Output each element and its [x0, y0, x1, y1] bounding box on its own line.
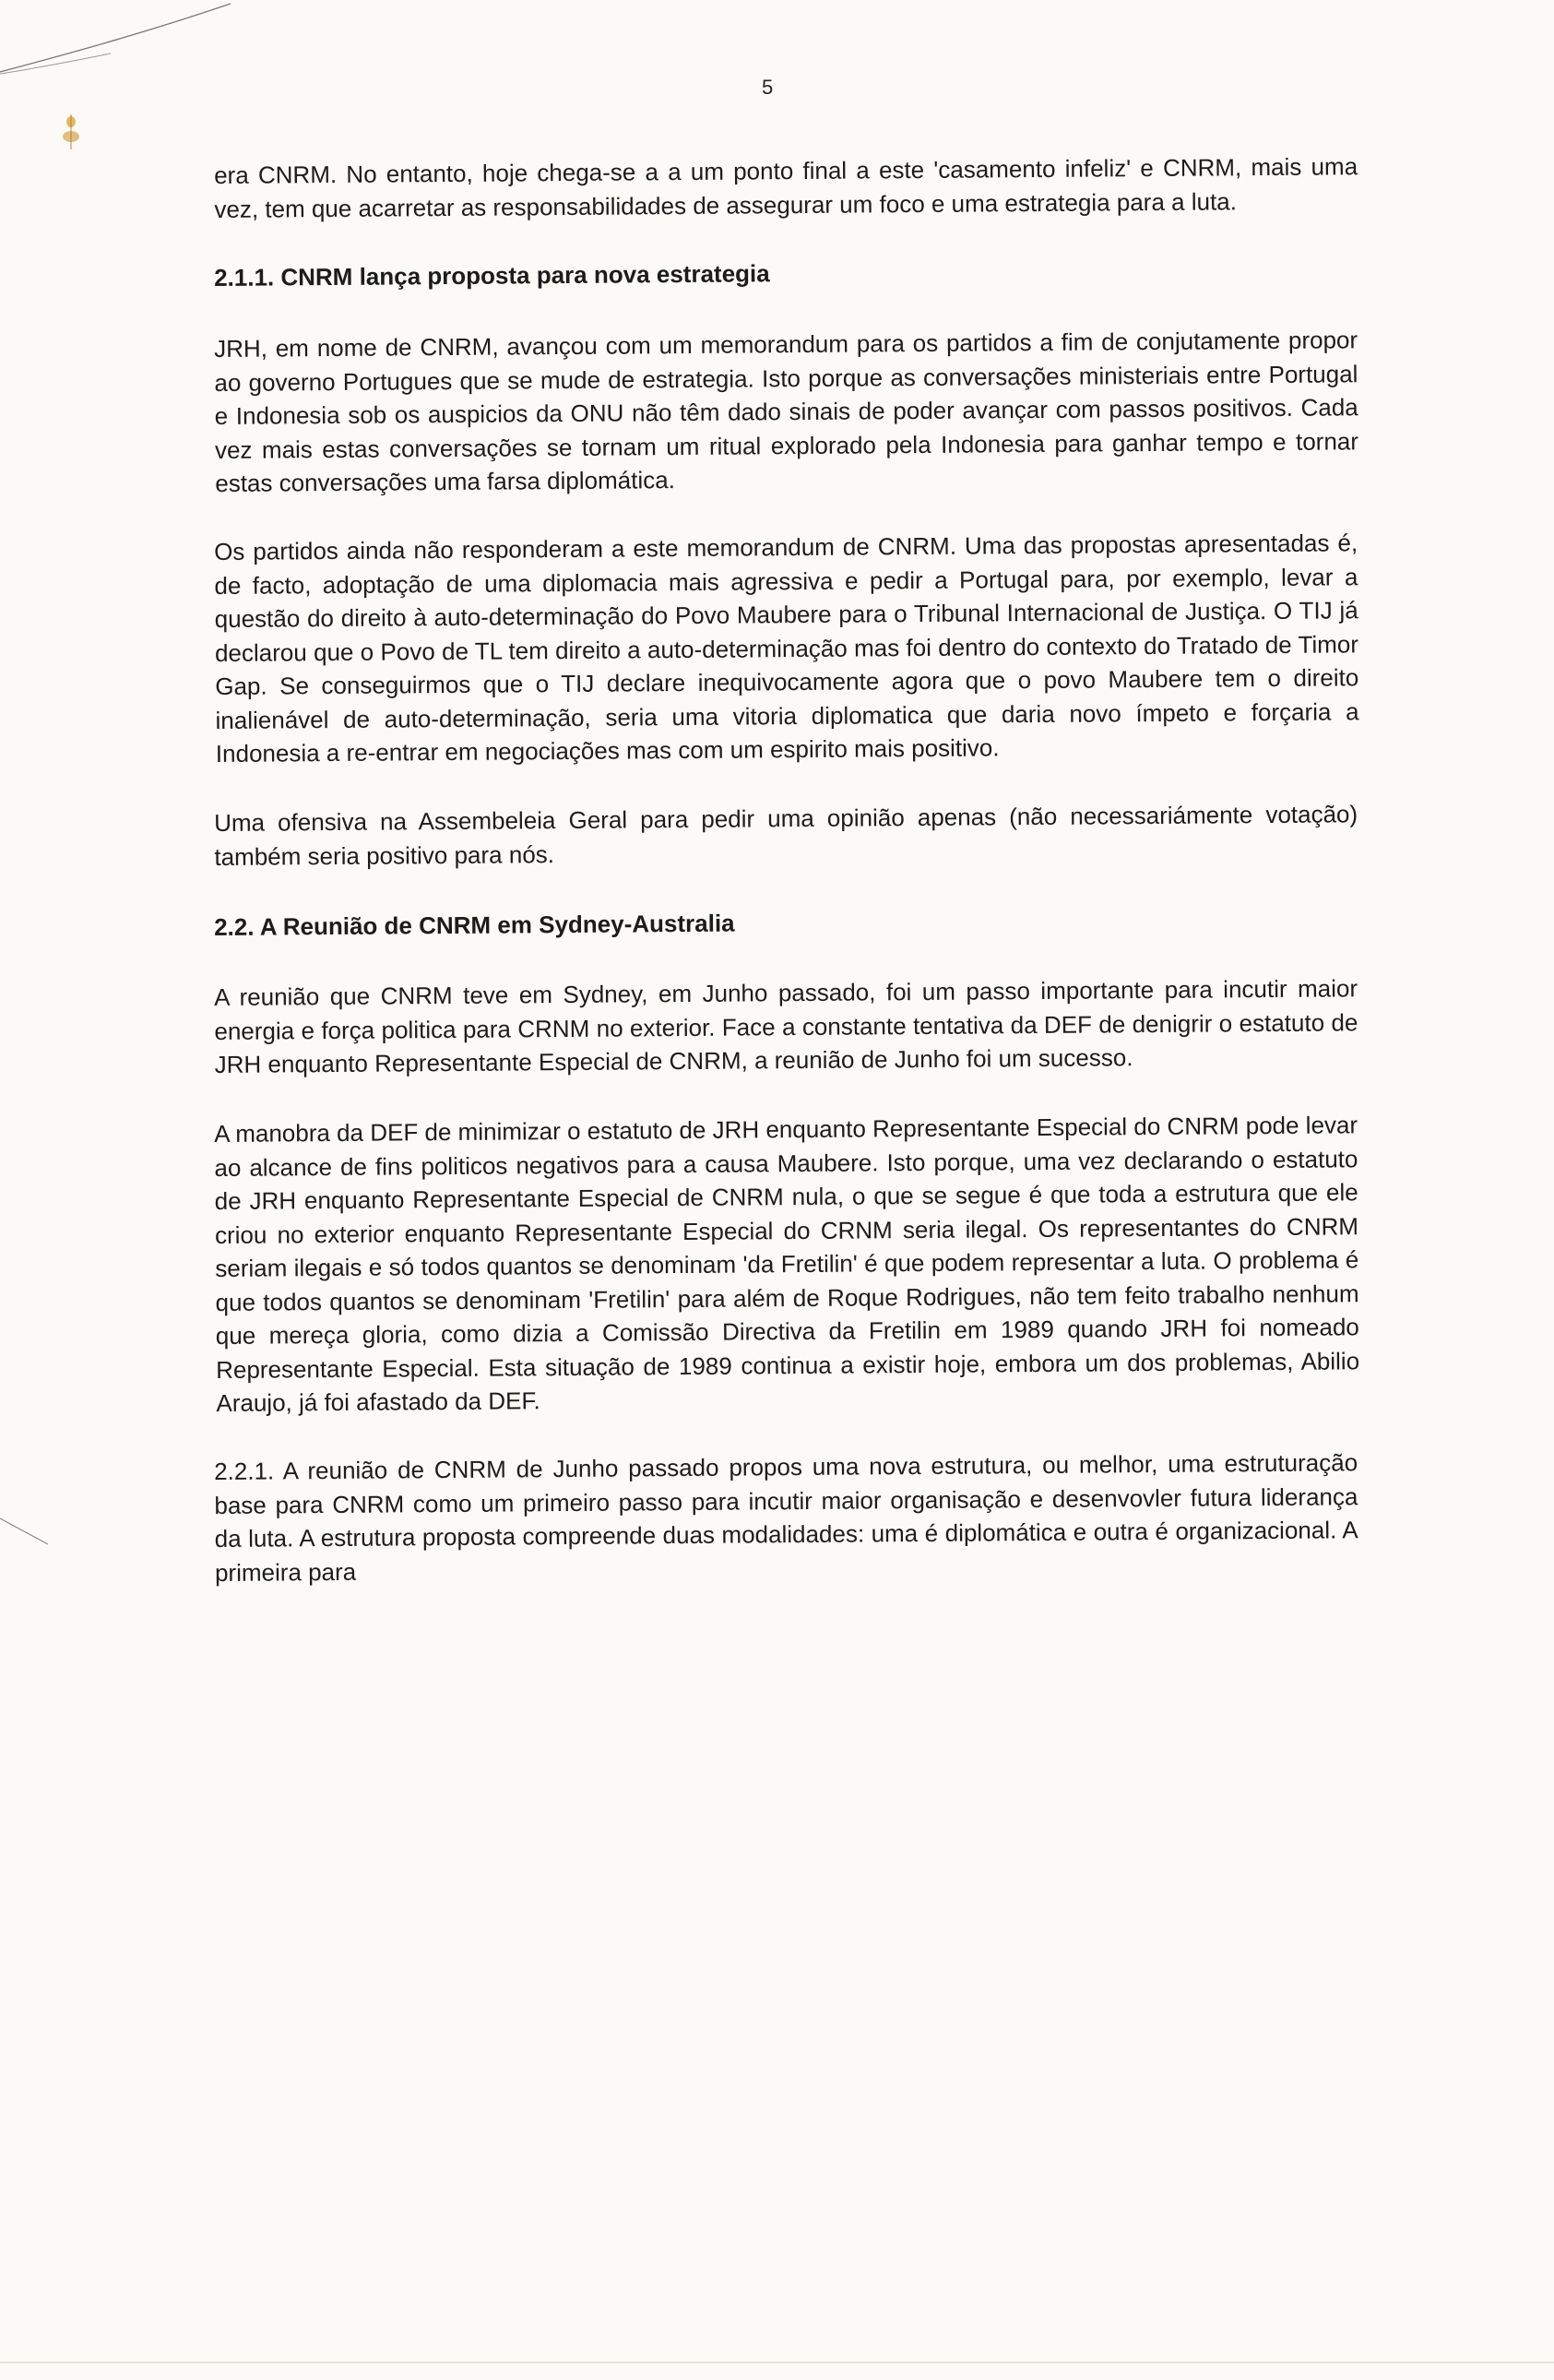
paragraph: era CNRM. No entanto, hoje chega-se a a um ponto final a este 'casamento infeliz' e CNRM, mais uma vez, tem que acarretar as responsabilidades de assegurar um foco e uma estrategia para a luta.: [214, 152, 1358, 223]
staple-mark-icon: [57, 109, 85, 155]
paragraph: 2.2.1. A reunião de CNRM de Junho passado propos uma nova estrutura, ou melhor, uma estruturação base para CNRM como um primeiro passo para incutir maior organisação e desenvovler futura liderança da luta. A estrutura proposta compreende duas modalidades: uma é diplomática e outra é organizacional. A primeira para: [214, 1448, 1358, 1587]
document-body: [214, 152, 1360, 1624]
scan-bottom-edge: [0, 2362, 1554, 2363]
paragraph: JRH, em nome de CNRM, avançou com um memorandum para os partidos a fim de conjutamente propor ao governo Portugues que se mude de estrategia. Isto porque as conversações ministeriais entre Portugal e Indonesia sob os auspicios da ONU não têm dado sinais de poder avançar com passos positivos. Cada vez mais estas conversações se tornam um ritual explorado pela Indonesia para ganhar tempo e tornar estas conversações uma farsa diplomática.: [214, 325, 1359, 497]
paragraph: Uma ofensiva na Assembeleia Geral para pedir uma opinião apenas (não necessariámente votação) também seria positivo para nós.: [214, 799, 1358, 870]
section-heading: 2.1.1. CNRM lança proposta para nova estrategia: [214, 259, 770, 292]
scan-corner-mark: [0, 0, 240, 83]
paragraph: A manobra da DEF de minimizar o estatuto de JRH enquanto Representante Especial do CNRM pode levar ao alcance de fins politicos negativos para a causa Maubere. Isto porque, uma vez declarando o estatuto de JRH enquanto Representante Especial de CNRM nula, o que se segue é que toda a estrutura que ele criou no exterior enquanto Representante Especial do CRNM seria ilegal. Os representantes do CNRM seriam ilegais e só todos quantos se denominam 'da Fretilin' é que podem representar a luta. O problema é que todos quantos se denominam 'Fretilin' para além de Roque Rodrigues, não tem feito trabalho nenhum que mereça gloria, como dizia a Comissão Directiva da Fretilin em 1989 quando JRH foi nomeado Representante Especial. Esta situação de 1989 continua a existir hoje, embora um dos problemas, Abilio Araujo, já foi afastado da DEF.: [214, 1110, 1360, 1417]
page-number: 5: [762, 76, 774, 99]
paragraph: Os partidos ainda não responderam a este memorandum de CNRM. Uma das propostas apresentadas é, de facto, adoptação de uma diplomacia mais agressiva e pedir a Portugal para, por exemplo, levar a questão do direito à auto-determinação do Povo Maubere para o Tribunal Internacional de Justiça. O TIJ já declarou que o Povo de TL tem direito a auto-determinação mas foi dentro do contexto do Tratado de Timor Gap. Se conseguirmos que o TIJ declare inequivocamente agora que o povo Maubere tem o direito inalienável de auto-determinação, seria uma vitoria diplomatica que daria novo ímpeto e forçaria a Indonesia a re-entrar em negociações mas com um espirito mais positivo.: [214, 529, 1359, 768]
section-heading: 2.2. A Reunião de CNRM em Sydney-Australia: [214, 909, 735, 941]
paragraph: A reunião que CNRM teve em Sydney, em Junho passado, foi um passo importante para incutir maior energia e força politica para CRNM no exterior. Face a constante tentativa da DEF de denigrir o estatuto de JRH enquanto Representante Especial de CNRM, a reunião de Junho foi um sucesso.: [214, 974, 1358, 1078]
scan-edge-mark: [0, 1513, 55, 1550]
